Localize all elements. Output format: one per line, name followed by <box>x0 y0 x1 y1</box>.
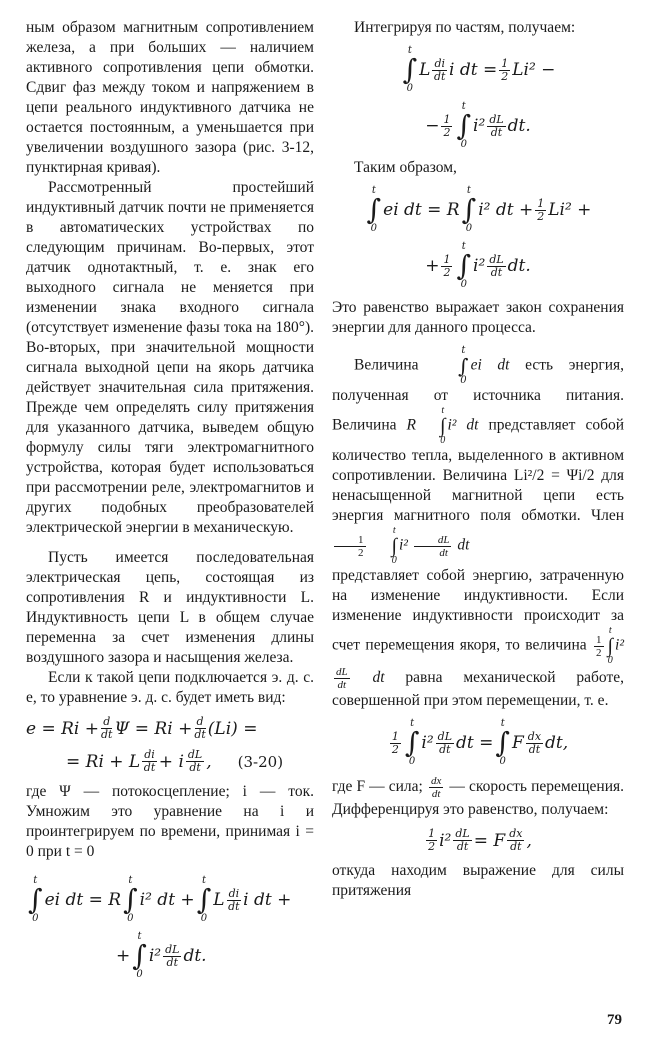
right-paragraph-4-a: Величина <box>354 356 419 374</box>
right-paragraph-4-c: представляет собой количество тепла, выделенного в активном сопротивлении. Величина Li²/2 = Ψi/2 для ненасыщенной магнитной цепи есть энергия магнитного поля обмотки. Член <box>332 416 625 524</box>
right-column <box>332 18 624 901</box>
right-paragraph-7: откуда находим выражение для силы притяжения <box>332 862 624 899</box>
energy-balance-line-2: + $\frac{1}{2}$ t ∫ 0 i² $\frac{dL}{dt}$ dt. <box>425 241 531 290</box>
right-paragraph-6: где F — сила; $\frac{dx}{dt}$ — скорость перемещения. Дифференцируя это равенство, получаем: <box>332 775 624 818</box>
left-paragraph-5: где Ψ — потокосцепление; i — ток. Умножим это уравнение на i и проинтегрируем по времени, принимая i = 0 при t = 0 <box>26 783 314 860</box>
equation-number: (3-20) <box>237 752 284 771</box>
equation-3-20-line-2: = Ri + L $\frac{di}{dt}$ + i $\frac{dL}{dt}$ , (3-20) <box>66 748 284 774</box>
right-paragraph-3: Это равенство выражает закон сохранения энергии для данного процесса. <box>332 299 624 336</box>
equation-3-20-line-1: e = Ri + $\frac{d}{dt}$ Ψ = Ri + $\frac{d}{dt}$ (Li) = <box>26 715 258 741</box>
right-paragraph-4-b: есть энергия, полученная от источника питания. Величина <box>332 356 625 434</box>
right-paragraph-5-a: представляет собой энергию, затраченную на изменение индуктивности. Если изменение индуктивности происходит за счет перемещения якоря, то величина <box>332 567 624 654</box>
right-paragraph-6-b: — скорость перемещения. Дифференцируя это равенство, получаем: <box>332 778 624 818</box>
left-column <box>26 18 314 988</box>
page-number: 79 <box>607 1012 622 1028</box>
energy-balance-line-1: t ∫ 0 ei dt = R t ∫ 0 i² dt + $\frac{1}{2}$ Li² + <box>366 185 592 234</box>
left-paragraph-4: Если к такой цепи подключается э. д. с. e, то уравнение э. д. с. будет иметь вид: <box>26 669 314 706</box>
right-paragraph-1: Интегрируя по частям, получаем: <box>354 19 576 36</box>
right-paragraph-4: Величина t ∫ 0 ei dt есть энергия, полученная от источника питания. Величина R t ∫ 0 i² dt представляет собой количество тепла, выделенного в активном сопротивлении. Величина Li²/2 = Ψi/2 для ненасыщенной магнитной цепи есть энергия магнитного поля обмотки. Член $\frac{1}{2}$ t ∫ 0 i² $\frac{dL}{dt}$ dt <box>332 345 625 566</box>
force-differential-equation: $\frac{1}{2}$ i² $\frac{dL}{dt}$ = F $\frac{dx}{dt}$ , <box>428 827 532 853</box>
mechanical-work-equation: $\frac{1}{2}$ t ∫ 0 i² $\frac{dL}{dt}$ dt = t ∫ 0 F $\frac{dx}{dt}$ dt, <box>391 718 569 767</box>
by-parts-line-2: − $\frac{1}{2}$ t ∫ 0 i² $\frac{dL}{dt}$ dt. <box>425 101 531 150</box>
energy-integral-line-1: t ∫ 0 ei dt = R t ∫ 0 i² dt + t ∫ 0 L $\frac{di}{dt}$ i dt + <box>28 875 292 924</box>
energy-integral-line-2: + t ∫ 0 i² $\frac{dL}{dt}$ dt. <box>116 931 207 980</box>
left-paragraph-3: Пусть имеется последовательная электрическая цепь, состоящая из сопротивления R и индуктивности L. Индуктивность цепи L в общем случае переменна за счет изменения длины воздушного зазора и насыщения железа. <box>26 549 314 666</box>
left-paragraph-2: Рассмотренный простейший индуктивный датчик почти не применяется в автоматических устройствах по следующим причинам. Во-первых, этот датчик однотактный, т. е. знак его выходного сигнала не меняется при изменении знака входного сигнала (отсутствует изменение фазы тока на 180°). Во-вторых, при значительной мощности сигнала выходной цепи на якорь датчика действует значительная сила притяжения. Прежде чем определять силу притяжения для указанного датчика, выведем общую формулу силы тяги электромагнитного устройства, которая будет использоваться при рассмотрении реле, электромагнитов и других подобных преобразователей электрической энергии в механическую. <box>26 179 314 536</box>
by-parts-line-1: t ∫ 0 L $\frac{di}{dt}$ i dt = $\frac{1}{2}$ Li² − <box>402 45 556 94</box>
right-paragraph-6-a: где F — сила; <box>332 778 423 796</box>
right-paragraph-2: Таким образом, <box>354 159 457 176</box>
right-paragraph-5-b: равна механической работе, совершенной при этом перемещении, т. е. <box>332 669 624 709</box>
right-paragraph-5: представляет собой энергию, затраченную на изменение индуктивности. Если изменение индуктивности происходит за счет перемещения якоря, то величина $\frac{1}{2}$ t ∫ 0 i² $\frac{dL}{dt}$ dt равна механической работе, совершенной при этом перемещении, т. е. <box>332 567 624 709</box>
left-paragraph-1: ным образом магнитным сопротивлением железа, а при больших — наличием активного сопротивления цепи обмотки. Сдвиг фаз между током и напряжением в цепи реального индуктивного датчика не остается постоянным, а уменьшается при увеличении воздушного зазора (рис. 3-12, пунктирная кривая). <box>26 19 314 176</box>
